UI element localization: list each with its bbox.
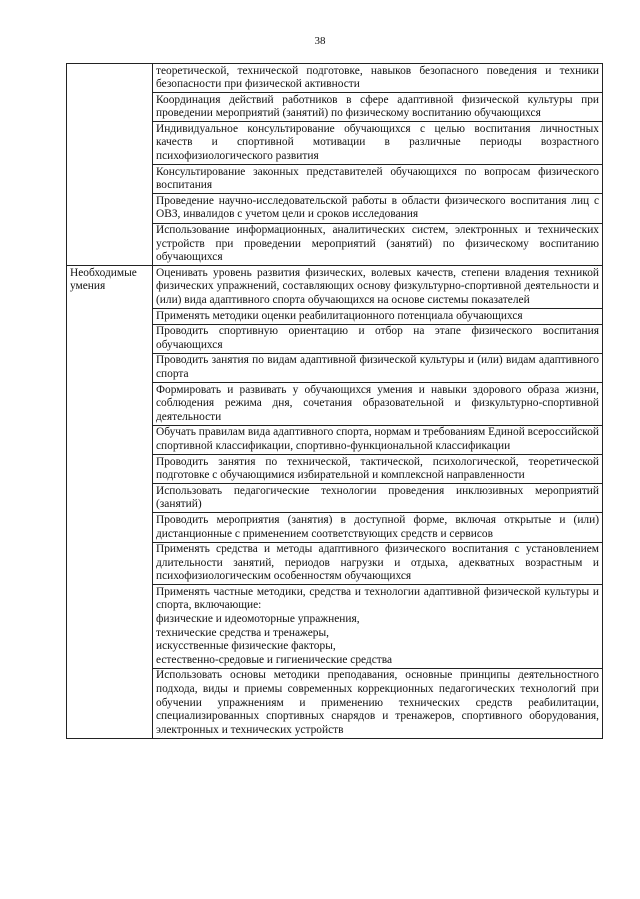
table-row: [67, 64, 603, 93]
table-cell: Координация действий работников в сфере адаптивной физической культуры при проведении мероприятий (занятий) по физическому воспитанию обучающихся: [153, 93, 603, 122]
table-cell: Консультирование законных представителей обучающихся по вопросам физического воспитания: [153, 165, 603, 194]
list-table-cell: [153, 585, 603, 669]
table-cell: Использование информационных, аналитических систем, электронных и технических устройств при проведении мероприятий (занятий) по физическому воспитанию обучающихся: [153, 223, 603, 266]
list-item: естественно-средовые и гигиенические средства: [156, 653, 393, 666]
table-cell: Проводить занятия по технической, тактической, психологической, теоретической подготовке с обучающимися избирательной и комплексной направленности: [153, 455, 603, 484]
table-cell: Проводить мероприятия (занятия) в доступной форме, включая открытые и (или) дистанционные с применением соответствующих средств и сервисов: [153, 513, 603, 542]
table-cell: Обучать правилам вида адаптивного спорта, нормам и требованиям Единой всероссийской спортивной классификации, спортивно-функциональной классификации: [153, 425, 603, 454]
list-item: технические средства и тренажеры,: [156, 626, 329, 639]
table-cell: Применять средства и методы адаптивного физического воспитания с установлением длительности занятий, периодов нагрузки и отдыха, адекватных возрастным и психофизиологическим особенностям обучающихся: [153, 542, 603, 585]
page-number: 38: [314, 35, 326, 47]
table-cell: Применять методики оценки реабилитационного потенциала обучающихся: [153, 309, 603, 325]
list-item: искусственные физические факторы,: [156, 640, 336, 653]
table-cell: теоретической, технической подготовке, навыков безопасного поведения и техники безопасности при физической активности: [153, 64, 603, 93]
table-cell: Формировать и развивать у обучающихся умения и навыки здорового образа жизни, соблюдения режима дня, сочетания образовательной и физкультурно-спортивной деятельности: [153, 383, 603, 426]
table-cell: Проводить спортивную ориентацию и отбор на этапе физического воспитания обучающихся: [153, 324, 603, 353]
table-cell: Оценивать уровень развития физических, волевых качеств, степени владения техникой физических упражнений, составляющих основу физкультурно-спортивной деятельности и (или) вида адаптивного спорта обучающихся на основе системы показателей: [153, 266, 603, 309]
section-label-skills: Необходимые умения: [67, 266, 153, 739]
requirements-table: [66, 63, 603, 739]
list-item: физические и идеомоторные упражнения,: [156, 613, 360, 626]
table-row: [67, 266, 603, 309]
table-cell: Использовать основы методики преподавания, основные принципы деятельностного подхода, виды и приемы современных коррекционных педагогических технологий при обучении упражнениям и применению технических средств реабилитации, специализированных спортивных снарядов и тренажеров, спортивного оборудования, электронных и технических устройств: [153, 668, 603, 738]
table-cell: Проводить занятия по видам адаптивной физической культуры и (или) видам адаптивного спорта: [153, 353, 603, 382]
table-cell: Использовать педагогические технологии проведения инклюзивных мероприятий (занятий): [153, 484, 603, 513]
table-cell: Проведение научно-исследовательской работы в области физического воспитания лиц с ОВЗ, инвалидов с учетом цели и сроков исследования: [153, 194, 603, 223]
list-intro: Применять частные методики, средства и технологии адаптивной физической культуры и спорта, включающие:: [156, 585, 599, 612]
table-cell: Индивидуальное консультирование обучающихся с целью воспитания личностных качеств и спортивной мотивации в различные периоды возрастного психофизиологического развития: [153, 122, 603, 165]
section-label-cell: [67, 64, 153, 266]
